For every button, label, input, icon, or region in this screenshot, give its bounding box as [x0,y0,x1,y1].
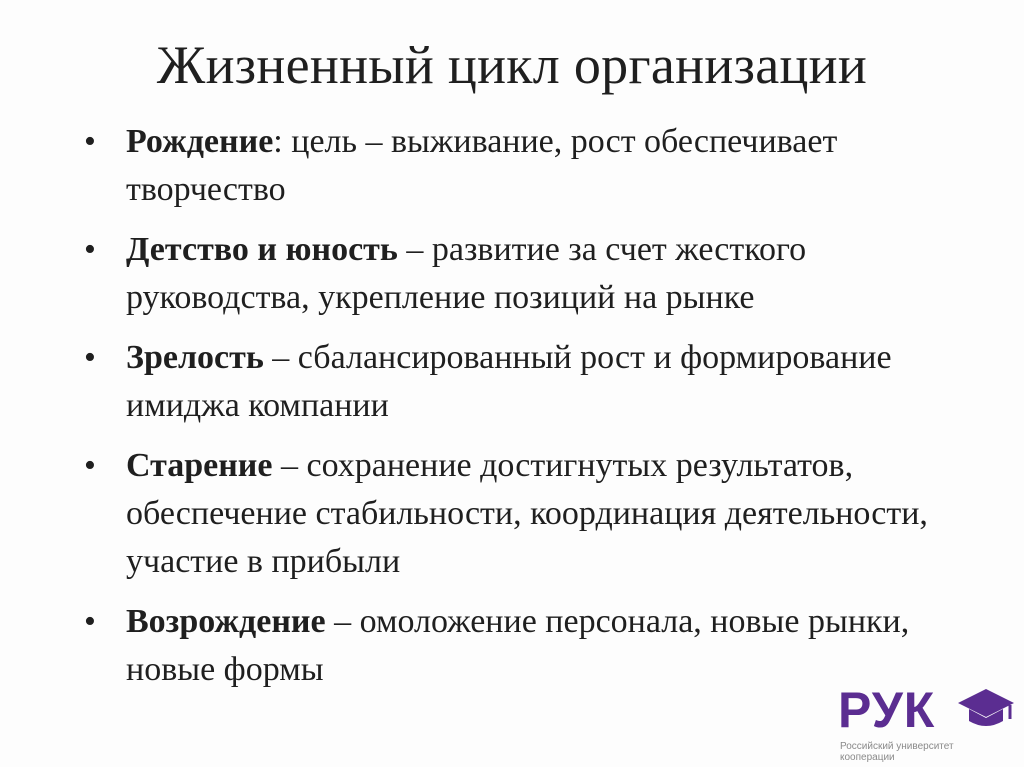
logo-mark: РУК [838,682,936,738]
stage-term: Старение [126,447,273,484]
logo-caption-line: Российский университет [840,741,954,752]
university-logo [838,683,1018,765]
stage-term: Детство и юность [126,231,398,268]
list-item [78,442,998,586]
list-item [78,334,998,430]
graduation-cap-icon [956,685,1016,737]
stage-description: – сохранение достигнутых результатов, обеспечение стабильности, координация деятельности, участие в прибыли [126,447,928,580]
slide-title: Жизненный цикл организации [156,35,868,95]
stage-description: – сбалансированный рост и формирование имиджа компании [126,339,892,424]
logo-caption [840,741,1010,763]
list-item [78,598,998,694]
bullet-icon: • [84,339,96,376]
list-item [78,226,998,322]
logo-caption-line: кооперации [840,752,895,763]
bullet-icon: • [84,603,96,640]
bullet-icon: • [84,447,96,484]
list-item [78,118,998,214]
stage-term: Возрождение [126,603,326,640]
bullet-icon: • [84,123,96,160]
bullet-icon: • [84,231,96,268]
stage-description: – развитие за счет жесткого руководства, укрепление позиций на рынке [126,231,807,316]
stage-description: : цель – выживание, рост обеспечивает творчество [126,123,838,208]
stage-term: Зрелость [126,339,264,376]
stage-description: – омоложение персонала, новые рынки, новые формы [126,603,910,688]
stage-term: Рождение [126,123,274,160]
bullet-list [78,118,998,706]
